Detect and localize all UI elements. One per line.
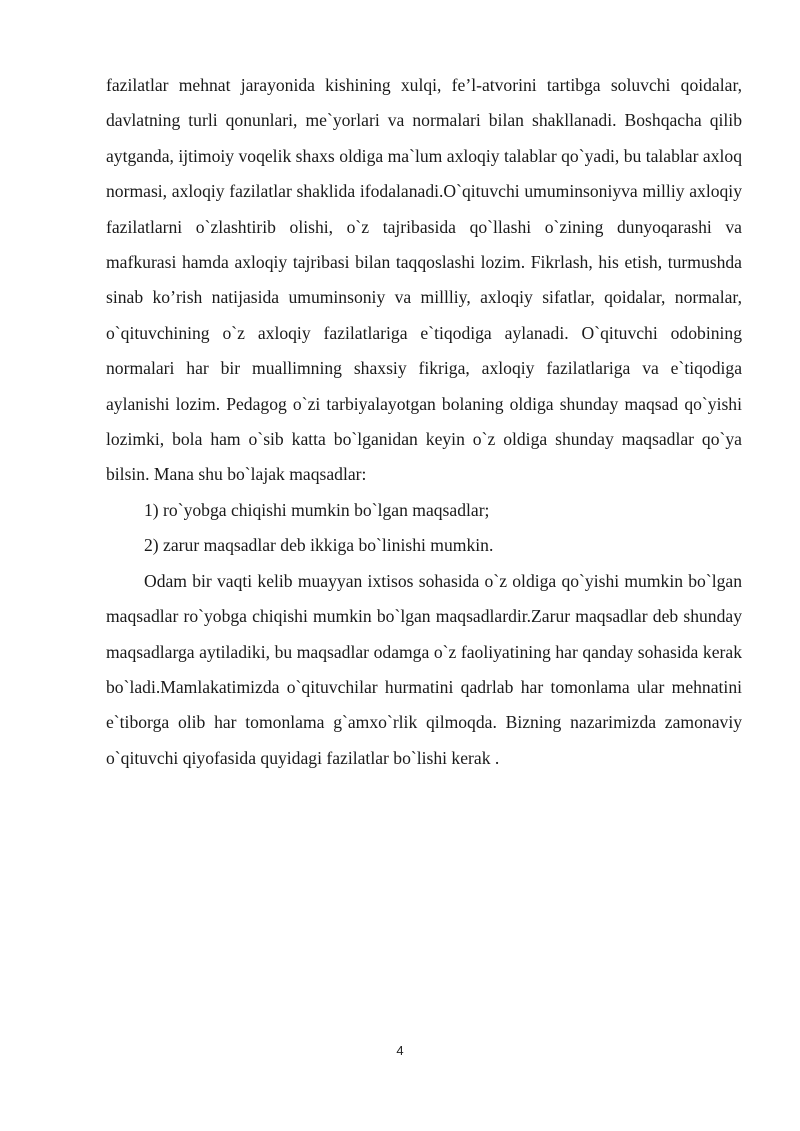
closing-paragraph: Odam bir vaqti kelib muayyan ixtisos sohasida o`z oldiga qo`yishi mumkin bo`lgan maqsadlar ro`yobga chiqishi mumkin bo`lgan maqsadlardir.Zarur maqsadlar deb shunday maqsadlarga aytiladiki, bu maqsadlar odamga o`z faoliyatining har qanday sohasida kerak bo`ladi.Mamlakatimizda o`qituvchilar hurmatini qadrlab har tomonlama ular mehnatini e`tiborga olib har tomonlama g`amxo`rlik qilmoqda. Bizning nazarimizda zamonaviy o`qituvchi qiyofasida quyidagi fazilatlar bo`lishi kerak . <box>106 570 742 768</box>
list-item-1: 1) ro`yobga chiqishi mumkin bo`lgan maqsadlar; <box>144 499 490 520</box>
body-paragraph: fazilatlar mehnat jarayonida kishining xulqi, fe’l-atvorini tartibga soluvchi qoidalar, davlatning turli qonunlari, me`yorlari va normalari bilan shakllanadi. Boshqacha qilib aytganda, ijtimoiy voqelik shaxs oldiga ma`lum axloqiy talablar qo`yadi, bu talablar axloq normasi, axloqiy fazilatlar shaklida ifodalanadi.O`qituvchi umuminsoniyva milliy axloqiy fazilatlarni o`zlashtirib olishi, o`z tajribasida qo`llashi o`zining dunyoqarashi va mafkurasi hamda axloqiy tajribasi bilan taqqoslashi lozim. Fikrlash, his etish, turmushda sinab ko’rish natijasida umuminsoniy va millliy, axloqiy sifatlar, qoidalar, normalar, o`qituvchining o`z axloqiy fazilatlariga e`tiqodiga aylanadi. O`qituvchi odobining normalari har bir muallimning shaxsiy fikriga, axloqiy fazilatlariga va e`tiqodiga aylanishi lozim. Pedagog o`zi tarbiyalayotgan bolaning oldiga shunday maqsad qo`yishi lozimki, bola ham o`sib katta bo`lganidan keyin o`z oldiga shunday maqsadlar qo`ya bilsin. Mana shu bo`lajak maqsadlar: <box>106 75 742 485</box>
list-item-2: 2) zarur maqsadlar deb ikkiga bo`linishi mumkin. <box>144 535 494 556</box>
page-body <box>106 68 742 776</box>
page-number: 4 <box>396 1043 404 1058</box>
